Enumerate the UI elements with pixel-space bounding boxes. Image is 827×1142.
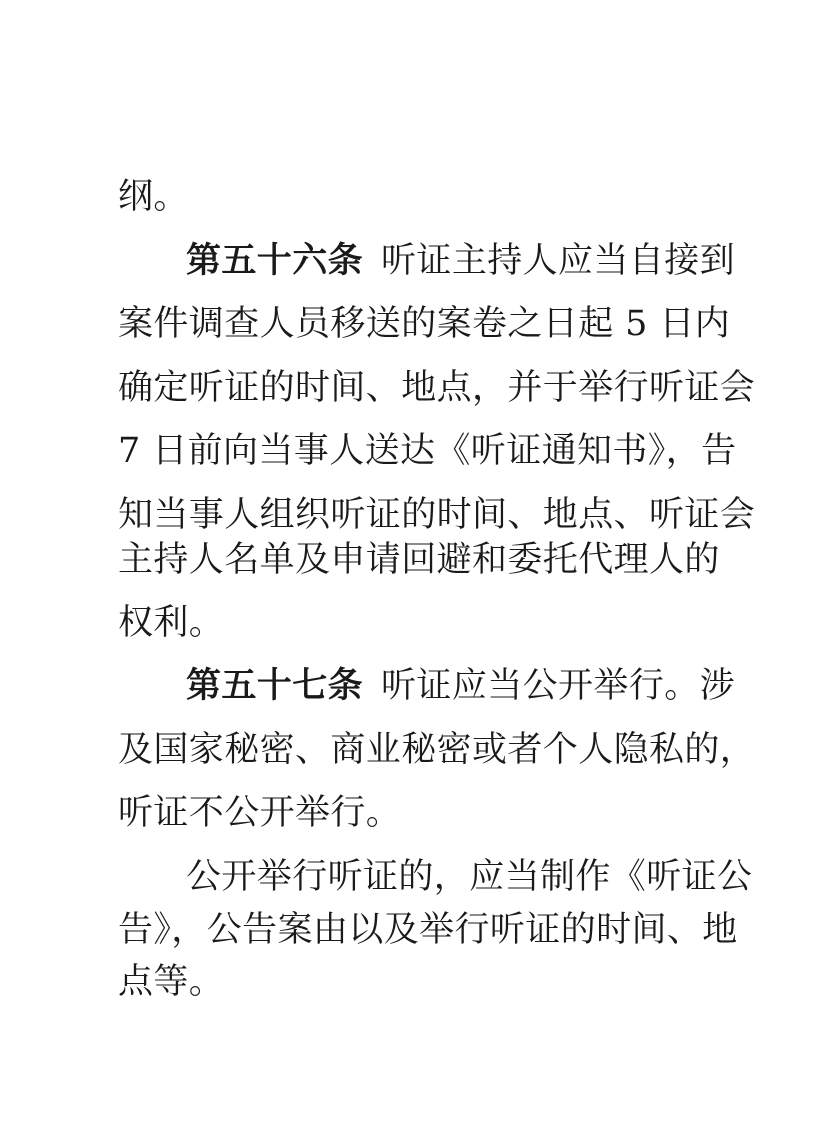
article-56-line-6: 主持人名单及申请回避和委托代理人的: [118, 540, 720, 580]
article-57-para2-line-3: 点等。: [118, 962, 225, 1002]
article-56-heading: 第五十六条: [186, 241, 364, 281]
article-56-line-5: 知当事人组织听证的时间、地点、听证会: [118, 495, 756, 535]
article-56-first-line: [186, 241, 736, 281]
article-56-line-3: 确定听证的时间、地点，并于举行听证会: [118, 368, 756, 408]
article-56-line-4: 7 日前向当事人送达《听证通知书》，告: [118, 431, 737, 471]
article-56-line-2: 案件调查人员移送的案卷之日起 5 日内: [118, 304, 731, 344]
article-56-text: 听证主持人应当自接到: [381, 241, 736, 281]
article-57-heading: 第五十七条: [186, 666, 364, 706]
article-57-line-2: 及国家秘密、商业秘密或者个人隐私的，: [118, 730, 756, 770]
article-57-text: 听证应当公开举行。涉: [381, 666, 736, 706]
article-57-line-3: 听证不公开举行。: [118, 793, 402, 833]
article-57-para2-line-1: 公开举行听证的，应当制作《听证公: [186, 857, 753, 897]
paragraph-continuation-line: 纲。: [118, 177, 189, 217]
article-57-para2-line-2: 告》，公告案由以及举行听证的时间、地: [118, 910, 738, 950]
article-56-line-7: 权利。: [118, 603, 225, 643]
article-57-first-line: [186, 666, 736, 706]
